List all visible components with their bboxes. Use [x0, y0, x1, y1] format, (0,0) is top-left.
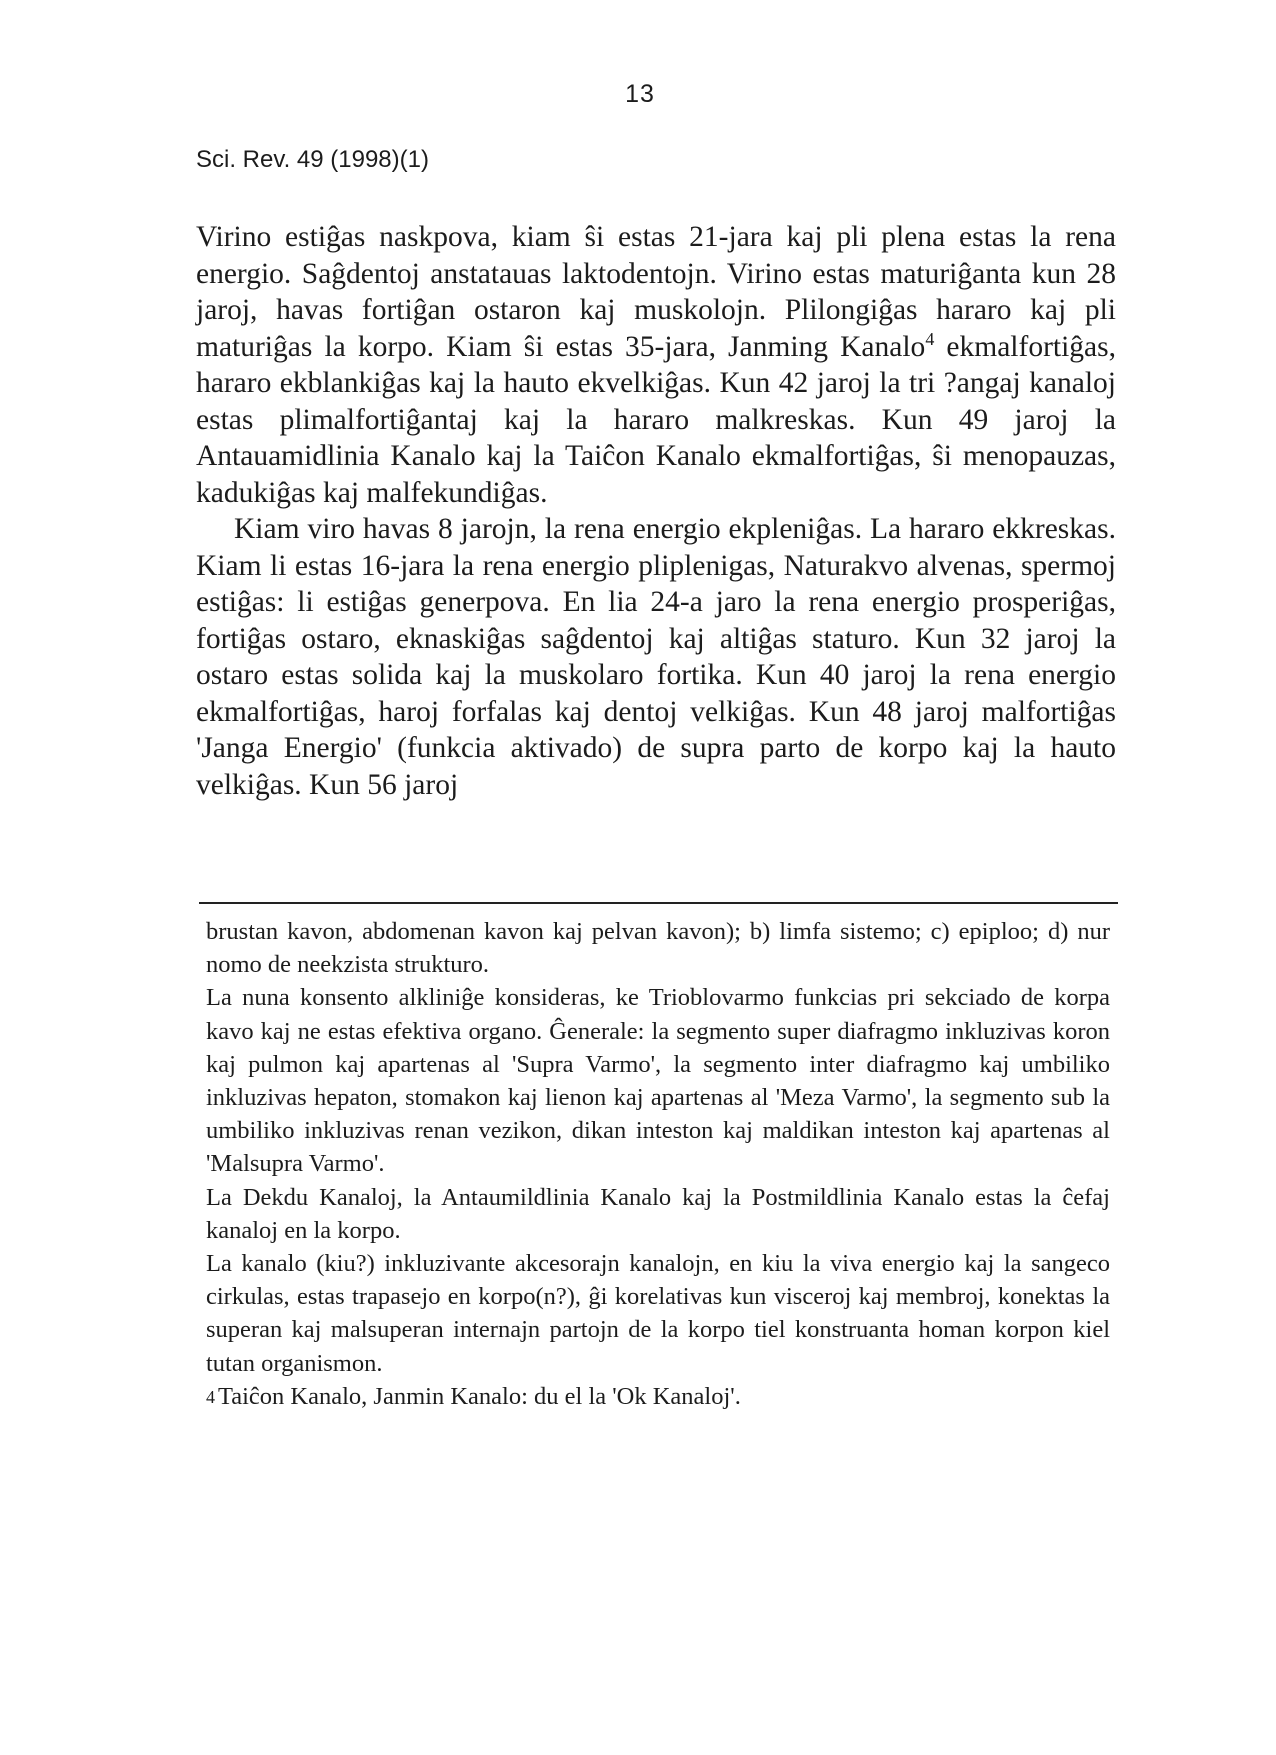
- footnote-channel-definition: La kanalo (kiu?) inkluzivante akcesorajn kanalojn, en kiu la viva energio kaj la sangeco cirkulas, estas trapasejo en korpo(n?), ĝi korelativas kun visceroj kaj membroj, konektas la superan kaj malsuperan internajn partojn de la korpo tiel konstruanta homan korpon kiel tutan organismon.: [206, 1250, 1110, 1377]
- paragraph-women-part-a: Virino estiĝas naskpova, kiam ŝi estas 21-jara kaj pli plena estas la rena energio. Saĝdentoj anstatauas laktodentojn. Virino estas maturiĝanta kun 28 jaroj, havas fortiĝan ostaron kaj muskolojn. Plilongiĝas hararo kaj pli maturiĝas la korpo. Kiam ŝi estas 35-jara, Janming Kanalo: [196, 221, 1116, 363]
- page-number: 13: [625, 80, 655, 108]
- paragraph-men: Kiam viro havas 8 jarojn, la rena energio ekpleniĝas. La hararo ekkreskas. Kiam li estas 16-jara la rena energio pliplenigas, Naturakvo alvenas, spermoj estiĝas: li estiĝas generpova. En lia 24-a jaro la rena energio prosperiĝas, fortiĝas ostaro, eknaskiĝas saĝdentoj kaj altiĝas staturo. Kun 32 jaroj la ostaro estas solida kaj la muskolaro fortika. Kun 40 jaroj la rena energio ekmalfortiĝas, haroj forfalas kaj dentoj velkiĝas. Kun 48 jaroj malfortiĝas 'Janga Energio' (funkcia aktivado) de supra parto de korpo kaj la hauto velkiĝas. Kun 56 jaroj: [196, 513, 1116, 801]
- footnote-4: [206, 1380, 1110, 1414]
- paragraph-women-part-b: ekmalfortiĝas, hararo ekblankiĝas kaj la hauto ekvelkiĝas. Kun 42 jaroj la tri ?angaj kanaloj estas plimalfortiĝantaj kaj la hararo malkreskas. Kun 49 jaroj la Antauamidlinia Kanalo kaj la Taiĉon Kanalo ekmalfortiĝas, ŝi menopauzas, kadukiĝas kaj malfekundiĝas.: [196, 330, 1116, 509]
- footnotes: [206, 915, 1110, 1414]
- footnote-trioblovarmo: La nuna konsento alkliniĝe konsideras, ke Trioblovarmo funkcias pri sekciado de korpa kavo kaj ne estas efektiva organo. Ĝenerale: la segmento super diafragmo inkluzivas koron kaj pulmon kaj apartenas al 'Supra Varmo', la segmento inter diafragmo kaj umbiliko inkluzivas hepaton, stomakon kaj lienon kaj apartenas al 'Meza Varmo', la segmento sub la umbiliko inkluzivas renan vezikon, dikan inteston kaj maldikan inteston kaj apartenas al 'Malsupra Varmo'.: [206, 984, 1110, 1178]
- footnote-divider: [199, 902, 1118, 904]
- paragraph-women: [196, 219, 1116, 511]
- footnote-4-text: Taiĉon Kanalo, Janmin Kanalo: du el la 'Ok Kanaloj'.: [218, 1382, 741, 1410]
- journal-reference: Sci. Rev. 49 (1998)(1): [196, 146, 429, 173]
- footnote-reference-4: 4: [925, 328, 935, 349]
- footnote-continuation: brustan kavon, abdomenan kavon kaj pelvan kavon); b) limfa sistemo; c) epiploo; d) nur nomo de neekzista strukturo.: [206, 918, 1110, 979]
- footnote-main-channels: La Dekdu Kanaloj, la Antaumildlinia Kanalo kaj la Postmildlinia Kanalo estas la ĉefaj kanaloj en la korpo.: [206, 1183, 1110, 1244]
- footnote-4-mark: 4: [206, 1386, 215, 1407]
- main-text: [196, 219, 1116, 803]
